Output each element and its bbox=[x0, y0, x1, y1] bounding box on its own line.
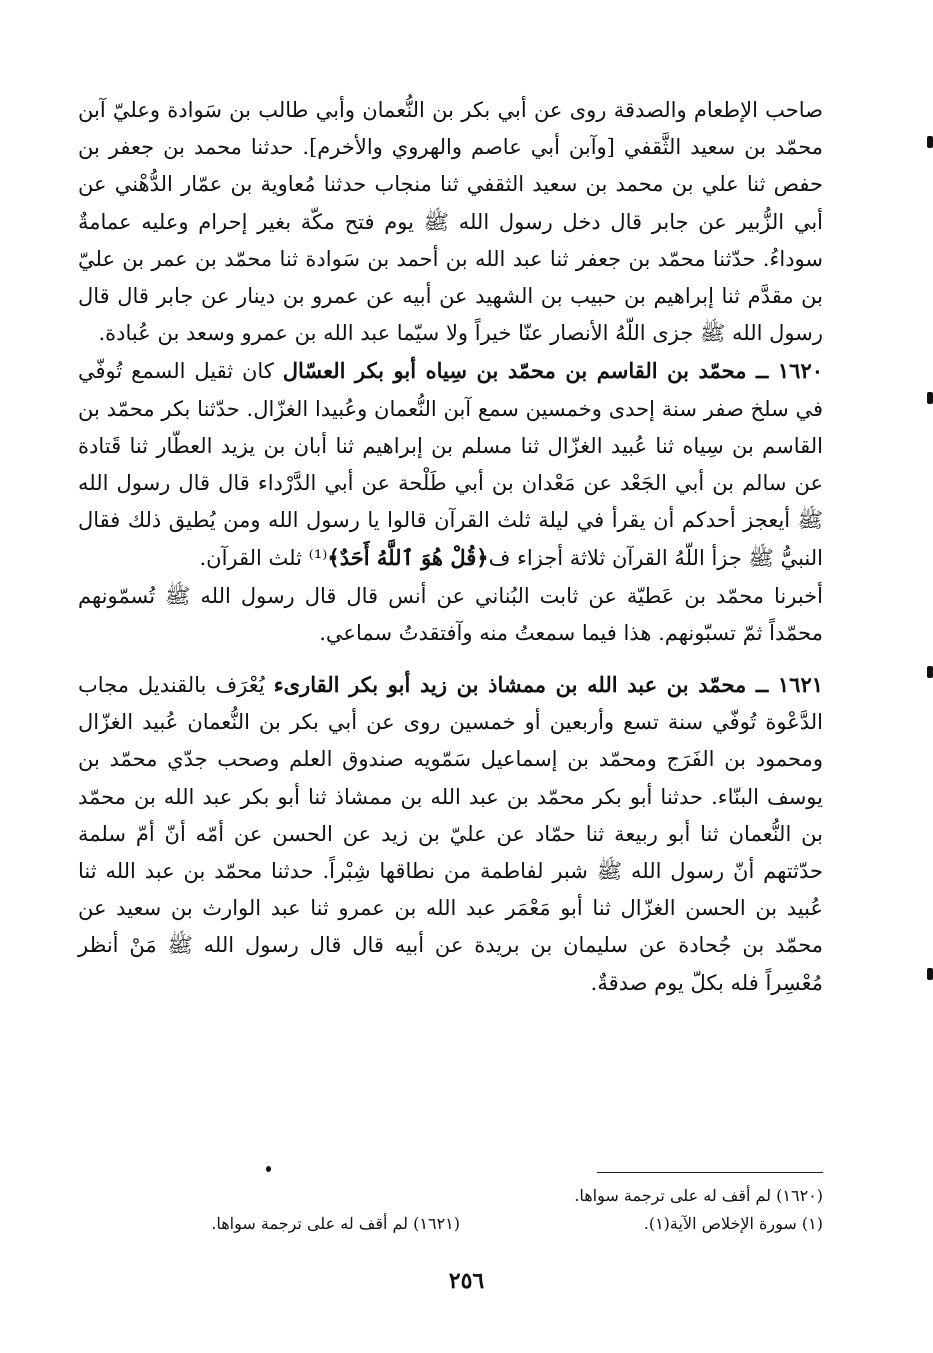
footnote-reference[interactable]: ⁽¹⁾ bbox=[308, 546, 328, 571]
entry-1620-heading: ١٦٢٠ ــ محمّد بن القاسم بن محمّد بن سِياه أبو بكر العسّال bbox=[282, 358, 824, 384]
footnote-1621: (١٦٢١) لم أقف له على ترجمة سواها. bbox=[211, 1214, 460, 1233]
margin-mark bbox=[927, 968, 933, 980]
footnotes-left-column bbox=[120, 1210, 460, 1238]
footnote-1620: (١٦٢٠) لم أقف له على ترجمة سواها. bbox=[574, 1186, 823, 1205]
text-dot bbox=[266, 1166, 271, 1172]
main-text bbox=[78, 92, 823, 1002]
entry-1621-text: يُعْرَف بالقنديل مجاب الدَّعْوة تُوفّي سنة تسع وأربعين أو خمسين روى عن أبي بكر بن النُّعمان عُبيد الغزّال ومحمود بن الفَرَج ومحمّد بن إسماعيل سَمّويه صندوق العلم وصحب جدّي محمّد بن يوسف البنّاء. حدثنا أبو بكر محمّد بن عبد الله بن ممشاذ ثنا أبو بكر عبد الله بن محمّد بن النُّعمان ثنا أبو ربيعة ثنا حمّاد عن عليّ بن زيد عن الحسن عن أمّه أنّ أمّ سلمة حدّثتهم أنّ رسول الله ﷺ شبر لفاطمة من نطاقها شِبْراً. حدثنا محمّد بن عبد الله ثنا عُبيد بن الحسن الغزّال ثنا أبو مَعْمَر عبد الله بن عمرو ثنا عبد الوارث بن سعيد عن محمّد بن جُحادة عن سليمان بن بريدة عن أبيه قال قال رسول الله ﷺ مَنْ أنظر مُعْسِراً فله بكلّ يوم صدقةٌ. bbox=[78, 673, 823, 995]
margin-mark bbox=[927, 666, 933, 678]
footnote-1: (١) سورة الإخلاص الآية(١). bbox=[643, 1214, 823, 1233]
paragraph-narration: أخبرنا محمّد بن عَطيّة عن ثابت البُناني عن أنس قال قال رسول الله ﷺ تُسمّونهم محمّداً ثمّ تسبّونهم. هذا فيما سمعتُ منه وآفتقدتُ سماعي. bbox=[78, 583, 823, 645]
footnotes bbox=[120, 1182, 823, 1262]
footnote-divider bbox=[597, 1172, 823, 1173]
footnotes-right-column bbox=[503, 1182, 823, 1238]
entry-1621 bbox=[78, 666, 823, 1002]
quran-verse: ﴿قُلْ هُوَ ٱللَّهُ أَحَدٌ﴾ bbox=[327, 545, 489, 571]
margin-mark bbox=[927, 136, 933, 148]
entry-1621-heading: ١٦٢١ ــ محمّد بن عبد الله بن ممشاذ بن زيد أبو بكر القارىء bbox=[273, 672, 824, 698]
entry-1620 bbox=[78, 352, 823, 577]
entry-1620-text: كان ثقيل السمع تُوفّي في سلخ صفر سنة إحدى وخمسين سمع آبن النُّعمان وعُبيدا الغزّال. حدّثنا بكر محمّد بن القاسم بن سِياه ثنا عُبيد الغزّال ثنا مسلم بن إبراهيم ثنا أبان بن يزيد العطّار ثنا قَتادة عن سالم بن أبي الجَعْد عن مَعْدان بن أبي طَلْحة عن أبي الدَّرْداء قال قال رسول الله ﷺ أيعجز أحدكم أن يقرأ في ليلة ثلث القرآن قالوا يا رسول الله ومن يُطيق ذلك فقال النبيُّ ﷺ جزأ اللّهُ القرآن ثلاثة أجزاء ف bbox=[78, 359, 823, 571]
paragraph-intro: صاحب الإطعام والصدقة روى عن أبي بكر بن النُّعمان وأبي طالب بن سَوادة وعليّ آبن محمّد بن سعيد الثَّقفي [وآبن أبي عاصم والهروي والأخرم]. حدثنا محمد بن جعفر بن حفص ثنا علي بن محمد بن سعيد الثقفي ثنا منجاب حدثنا مُعاوية بن عمّار الدُّهْني عن أبي الزُّبير عن جابر قال دخل رسول الله ﷺ يوم فتح مكّة بغير إحرام وعليه عمامةٌ سوداءُ. حدّثنا محمّد بن جعفر ثنا عبد الله بن أحمد بن سَوادة ثنا محمّد بن عمر بن عليّ بن مقدَّم ثنا إبراهيم بن حبيب بن الشهيد عن أبيه عن عمرو بن دينار عن جابر قال قال رسول الله ﷺ جزى اللّهُ الأنصار عنّا خيراً ولا سيّما عبد الله بن عمرو وسعد بن عُبادة. bbox=[78, 98, 823, 346]
page-number: ٢٥٦ bbox=[448, 1268, 485, 1294]
entry-1620-tail: ثلث القرآن. bbox=[199, 546, 309, 571]
margin-mark bbox=[927, 392, 933, 404]
